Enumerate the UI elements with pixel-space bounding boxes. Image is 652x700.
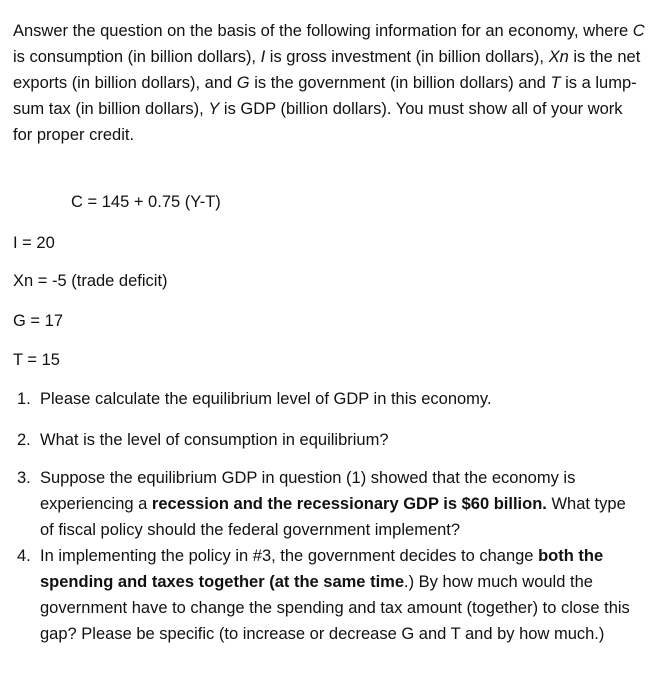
question-4 (17, 543, 643, 647)
var-c: C (632, 22, 645, 40)
question-1-number: 1. (17, 390, 31, 408)
question-3-text-c: What type of fiscal policy should the federal government implement? (40, 495, 626, 539)
intro-text-7: is GDP (billion dollars). You must show all of your work for proper credit. (13, 100, 623, 144)
question-1 (17, 386, 643, 412)
consumption-equation: C = 145 + 0.75 (Y-T) (71, 193, 221, 211)
intro-text-2: is consumption (in billion dollars), (13, 48, 261, 66)
question-1-text: Please calculate the equilibrium level of GDP in this economy. (40, 390, 492, 408)
tax-equation: T = 15 (13, 351, 60, 369)
var-t: T (550, 74, 561, 92)
question-4-emphasis: both the spending and taxes together (at the same time (40, 547, 604, 591)
question-3-emphasis: recession and the recessionary GDP is $60 billion. (151, 495, 547, 513)
question-3-text (40, 465, 643, 543)
net-exports-equation: Xn = -5 (trade deficit) (13, 272, 168, 290)
var-g: G (236, 74, 250, 92)
question-4-text (40, 543, 643, 647)
intro-text-4: is the net exports (in billion dollars), and (13, 48, 641, 92)
question-4-number: 4. (17, 547, 31, 565)
intro-text-5: is the government (in billion dollars) and (249, 74, 551, 92)
question-4-text-a: In implementing the policy in #3, the government decides to change (40, 547, 539, 565)
question-2-number: 2. (17, 431, 31, 449)
question-2-text: What is the level of consumption in equilibrium? (40, 431, 389, 449)
question-3 (17, 465, 643, 543)
intro-text-6: is a lump-sum tax (in billion dollars), (13, 74, 637, 118)
var-xn: Xn (548, 48, 569, 66)
government-equation: G = 17 (13, 312, 63, 330)
question-2 (17, 427, 643, 453)
var-i: I (260, 48, 266, 66)
intro-text-1: Answer the question on the basis of the following information for an economy, where (13, 22, 633, 40)
question-3-number: 3. (17, 469, 31, 487)
var-y: Y (208, 100, 220, 118)
investment-equation: I = 20 (13, 234, 55, 252)
instructions-paragraph (13, 18, 645, 148)
intro-text-3: is gross investment (in billion dollars), (265, 48, 549, 66)
question-3-text-a: Suppose the equilibrium GDP in question (1) showed that the economy is experiencing a (40, 469, 576, 513)
question-4-text-c: .) By how much would the government have to change the spending and tax amount (together) to close this gap? Please be specific (to increase or decrease G and T and by how much.) (40, 573, 630, 643)
